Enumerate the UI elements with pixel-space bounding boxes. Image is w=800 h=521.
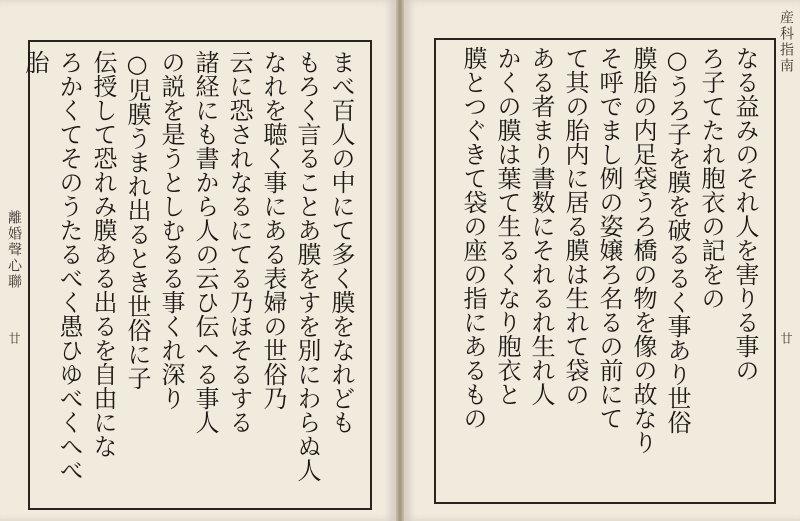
- left-page: [0, 0, 396, 521]
- text-line: 云に恐されなるにてる乃ほそるする: [225, 50, 253, 434]
- text-line: なる益みのそれ人を害りる事の: [731, 46, 759, 382]
- text-line: かくの膜は葉て生るくなり胞衣と: [493, 46, 521, 406]
- right-folio: 廿: [779, 332, 793, 344]
- book-gutter: [396, 0, 404, 521]
- left-folio: 廿: [7, 332, 21, 344]
- text-line: ○児膜うまれ出るとき世俗に子: [123, 50, 151, 390]
- text-line: 膜胎の内足袋うろ橋の物を像の故なり: [629, 46, 657, 454]
- right-text-block: [444, 46, 762, 492]
- text-line: 伝授して恐れみ膜ある出るを自由にな: [89, 50, 117, 458]
- right-page: [404, 0, 800, 521]
- text-line: まべ百人の中にて多く膜をなれども: [327, 50, 355, 434]
- left-margin-title: 離婚聲心聯: [6, 210, 22, 290]
- left-text-block: [21, 50, 358, 500]
- text-line: ある者まり書数にそれるれ生れ人: [527, 46, 555, 406]
- text-line: なれを聴く事にある表婦の世俗乃: [259, 50, 287, 410]
- text-line: そ呼でまし例の姿嬢ろ名るの前にて: [595, 46, 623, 430]
- text-line: ろかくてそのうたるべく愚ひゆべくへべ胎: [21, 50, 83, 482]
- text-line: 諸経にも書から人の云ひ伝へる事人: [191, 50, 219, 434]
- text-line: ○うろ子を膜を破るるく事あり世俗: [663, 46, 691, 434]
- text-line: ろ子てたれ胞衣の記をの: [697, 46, 725, 310]
- text-line: もろく言ることあ膜をすを別にわらぬ人: [293, 50, 321, 482]
- text-line: 膜とつぐきて袋の座の指にあるもの: [459, 46, 487, 430]
- text-line: て其の胎内に居る膜は生れて袋の: [561, 46, 589, 406]
- right-margin-title: 産科指南: [778, 10, 794, 74]
- text-line: の説を是うとしむるる事くれ深り: [157, 50, 185, 410]
